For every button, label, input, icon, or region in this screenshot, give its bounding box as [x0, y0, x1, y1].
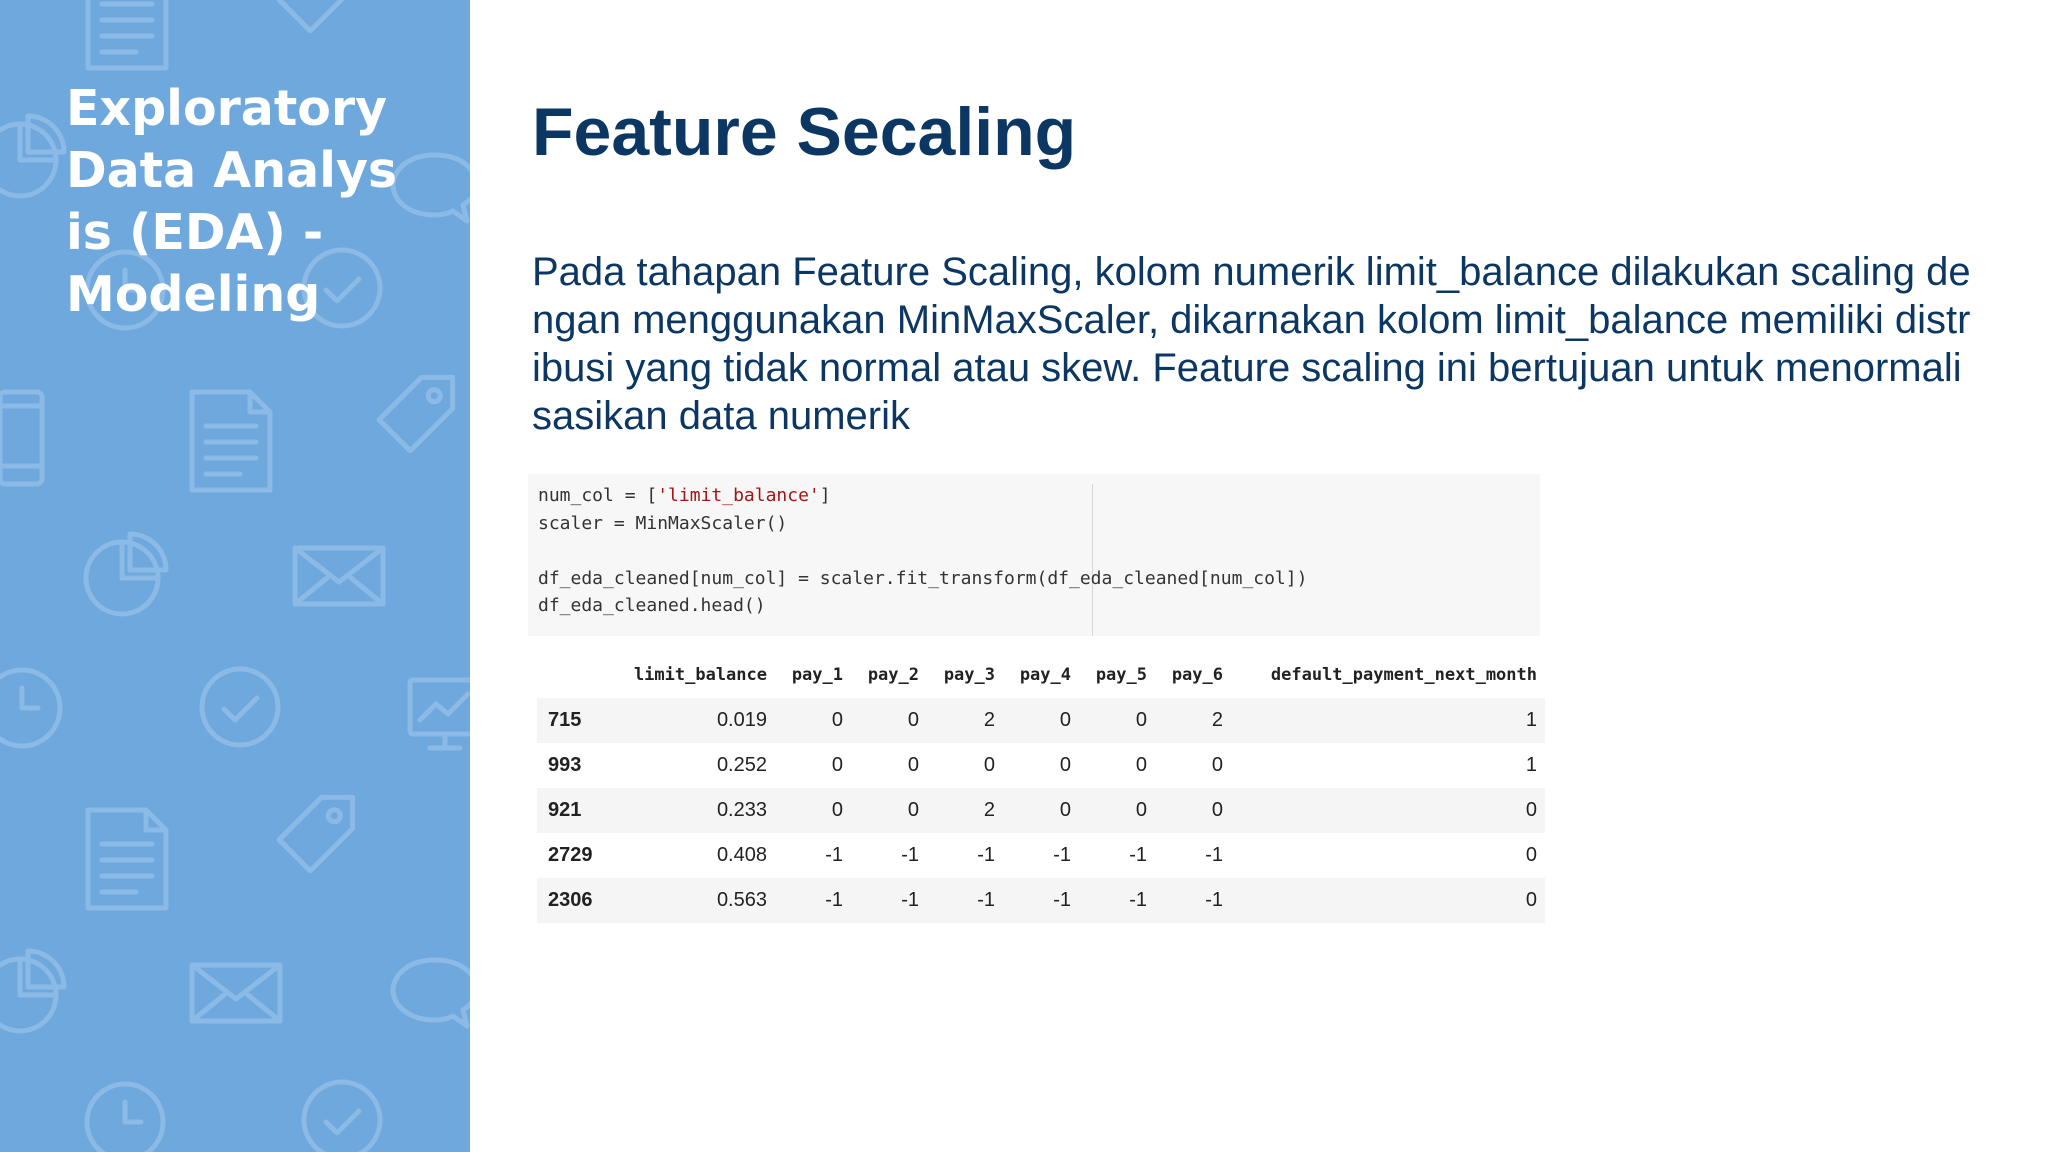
table-cell: -1: [901, 844, 919, 866]
table-cell: -1: [851, 878, 927, 923]
code-line-1: num_col = ['limit_balance']: [538, 485, 831, 506]
document-icon: [88, 0, 166, 68]
column-header: pay_3: [943, 665, 995, 685]
table-cell: 2: [1155, 698, 1231, 743]
table-row: [537, 788, 1545, 833]
table-cell: 0: [1135, 754, 1147, 776]
clock-icon: [0, 670, 60, 746]
code-line-4: df_eda_cleaned[num_col] = scaler.fit_transform(df_eda_cleaned[num_col]): [538, 567, 1308, 589]
code-line-2: scaler = MinMaxScaler(): [538, 512, 788, 534]
table-cell: -1: [977, 844, 995, 866]
table-cell: 0.019: [619, 698, 775, 743]
column-header: pay_4: [1019, 665, 1071, 685]
column-header: pay_6: [1171, 665, 1223, 685]
tablet-icon: [0, 392, 42, 484]
table-cell: 0: [1079, 698, 1155, 743]
row-index: 993: [548, 754, 582, 776]
table-cell: 0: [1525, 844, 1537, 866]
table-cell: 0: [1155, 788, 1231, 833]
table-row: [537, 743, 1545, 788]
page-title: Feature Secaling: [532, 94, 1077, 170]
dataframe-output-table: [537, 652, 1545, 923]
table-cell: -1: [1129, 844, 1147, 866]
table-cell: 0: [831, 754, 843, 776]
table-row: [537, 878, 1545, 923]
table-cell: 0: [1231, 878, 1545, 923]
table-cell: 2: [927, 788, 1003, 833]
table-cell: 0: [851, 788, 927, 833]
row-index: 2306: [537, 878, 619, 923]
code-line-5: df_eda_cleaned.head(): [538, 595, 766, 616]
code-block: [538, 482, 1307, 620]
table-cell: -1: [1079, 878, 1155, 923]
speech-bubble-icon: [393, 960, 470, 1026]
table-cell: 0: [775, 698, 851, 743]
table-cell: 0: [1211, 754, 1223, 776]
table-cell: 0: [983, 754, 995, 776]
check-circle-icon: [304, 1082, 380, 1152]
table-cell: 0: [907, 754, 919, 776]
table-cell: 0.408: [716, 844, 767, 866]
table-cell: 0.563: [619, 878, 775, 923]
table-header-row: [537, 652, 1545, 698]
row-index: 715: [537, 698, 619, 743]
table-cell: 0.252: [716, 754, 767, 776]
column-header: limit_balance: [633, 665, 767, 685]
table-cell: 0: [1003, 788, 1079, 833]
document-icon: [88, 810, 166, 908]
code-cell[interactable]: [528, 474, 1540, 636]
envelope-icon: [192, 965, 280, 1021]
table-cell: 0: [1059, 754, 1071, 776]
table-cell: -1: [927, 878, 1003, 923]
row-index: 2729: [548, 844, 593, 866]
tag-icon: [279, 782, 368, 871]
table-row: [537, 698, 1545, 743]
envelope-icon: [295, 548, 383, 604]
table-cell: 0.233: [619, 788, 775, 833]
presentation-board-icon: [410, 680, 470, 748]
table-cell: -1: [1053, 844, 1071, 866]
table-cell: -1: [1003, 878, 1079, 923]
column-header: [537, 652, 619, 698]
column-header: default_payment_next_month: [1270, 665, 1537, 685]
document-icon: [192, 392, 270, 490]
pie-chart-icon: [86, 534, 166, 614]
column-header: pay_5: [1095, 665, 1147, 685]
table-cell: 2: [927, 698, 1003, 743]
tag-icon: [279, 0, 368, 31]
tag-icon: [379, 362, 468, 451]
sidebar-title: Exploratory Data Analys is (EDA) - Modeling: [66, 80, 398, 323]
description-paragraph: Pada tahapan Feature Scaling, kolom numerik limit_balance dilakukan scaling dengan menggunakan MinMaxScaler, dikarnakan kolom limit_balance memiliki distribusi yang tidak normal atau skew. Feature scaling ini bertujuan untuk menormalisasikan data numerik: [532, 250, 1971, 438]
column-header: pay_2: [867, 665, 919, 685]
code-string: 'limit_balance': [657, 485, 820, 506]
table-cell: 0: [1003, 698, 1079, 743]
table-cell: 0: [851, 698, 927, 743]
table-cell: -1: [825, 844, 843, 866]
check-circle-icon: [202, 669, 278, 745]
table-cell: -1: [1155, 878, 1231, 923]
pie-chart-icon: [0, 116, 64, 196]
table-cell: 0: [1079, 788, 1155, 833]
table-cell: 1: [1231, 698, 1545, 743]
table-cell: -1: [1205, 844, 1223, 866]
table-cell: 1: [1525, 754, 1537, 776]
table-cell: 0: [1231, 788, 1545, 833]
column-header: pay_1: [791, 665, 843, 685]
pie-chart-icon: [0, 951, 64, 1031]
table-row: [537, 833, 1545, 878]
row-index: 921: [537, 788, 619, 833]
sidebar: [0, 0, 470, 1152]
clock-icon: [87, 1084, 163, 1152]
table-cell: 0: [775, 788, 851, 833]
table-cell: -1: [775, 878, 851, 923]
